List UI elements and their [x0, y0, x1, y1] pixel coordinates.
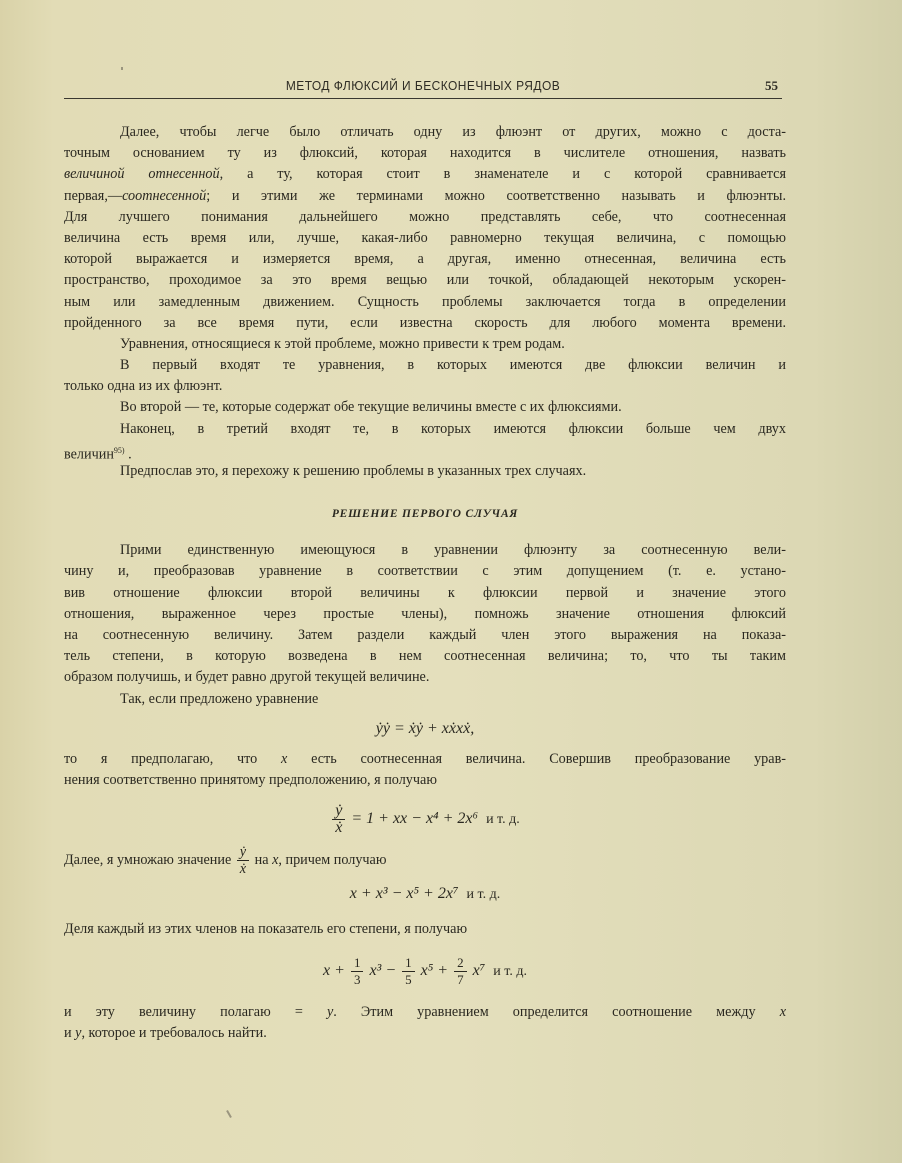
equation-2: $\frac{\text{ẏ}}{\text{ẋ}}$ = 1 + xx − x⁴ + 2x⁶ и т. д. — [64, 803, 786, 836]
term-italic: величиной отнесенной — [64, 166, 220, 183]
text-line: и y, которое и требовалось найти. — [64, 1024, 267, 1041]
math-var: y — [75, 1024, 82, 1041]
equation-4: x + $\frac{1}{3}$ x³ − $\frac{1}{5}$ x⁵ + $\frac{2}{7}$ x⁷ и т. д. — [323, 954, 527, 987]
fraction: $\frac{2}{7}$ — [454, 955, 467, 988]
text-line: величиной отнесенной, а ту, которая стоит в знаменателе и с которой сравнивается — [64, 166, 786, 183]
text-line: которой выражается и измеряется время, а другая, именно отнесенная, величина есть — [64, 251, 786, 268]
fraction: $\frac{\text{ẏ}}{\text{ẋ}}$ — [237, 844, 249, 877]
section-paragraph-5: Деля каждый из этих членов на показатель его степени, я получаю — [64, 921, 468, 938]
equation-1: ẏẏ = ẋẏ + xẋxẋ, — [375, 719, 475, 737]
text-line: образом получишь, и будет равно другой текущей величине. — [64, 669, 430, 686]
section-paragraph-4: Далее, я умножаю значение $\frac{\text{ẏ}}{\text{ẋ}}$ на x, причем получаю — [64, 844, 387, 878]
paper-speck — [121, 67, 123, 70]
equation-3: x + x³ − x⁵ + 2x⁷ и т. д. — [349, 885, 501, 903]
paragraph-6: Предпослав это, я перехожу к решению проблемы в указанных трех случаях. — [120, 463, 587, 479]
paragraph-5 — [64, 419, 786, 461]
footnote-ref[interactable]: 95) — [113, 445, 125, 455]
text-line: и эту величину полагаю = y. Этим уравнением определится соотношение между x — [64, 1003, 786, 1020]
math-var: x — [281, 750, 288, 767]
page-header — [64, 76, 782, 99]
text-line: отношения, выраженное через простые члены), помножь значение отношения флюксий — [64, 605, 786, 622]
math-var: y — [326, 1003, 334, 1020]
paper-speck — [226, 1110, 232, 1118]
section-heading: РЕШЕНИЕ ПЕРВОГО СЛУЧАЯ — [331, 508, 519, 521]
fraction: $\frac{\text{ẏ}}{\text{ẋ}}$ — [332, 803, 345, 836]
page-number: 55 — [765, 78, 778, 93]
text-line: Наконец, в третий входят те, в которых имеются флюксии больше чем двух — [120, 420, 786, 437]
text-line: Далее, чтобы легче было отличать одну из флюэнт от других, можно с доста- — [120, 124, 786, 140]
fraction: $\frac{1}{3}$ — [351, 955, 364, 988]
text-line: чину и, преобразовав уравнение в соответствии с этим допущением (т. е. устано- — [64, 563, 786, 580]
text-line: величин$^{95)}$ . — [64, 445, 132, 463]
paragraph-1 — [64, 122, 786, 334]
math-var: x — [272, 852, 279, 869]
section-paragraph-2: Так, если предложено уравнение — [120, 690, 319, 707]
section-paragraph-6 — [64, 1002, 786, 1044]
text-line: точным основанием ту из флюксий, которая находится в числителе отношения, назвать — [64, 145, 786, 162]
text-line: ным или замедленным движением. Сущность проблемы заключается тогда в определении — [64, 293, 786, 310]
text-line: Для лучшего понимания дальнейшего можно представлять себе, что соотнесенная — [64, 208, 786, 225]
fraction: $\frac{1}{5}$ — [402, 955, 415, 988]
text-line: только одна из их флюэнт. — [64, 378, 223, 395]
text-line: нения соответственно принятому предположению, я получаю — [64, 772, 437, 789]
text-line: то я предполагаю, что x есть соотнесенная величина. Совершив преобразование урав- — [64, 750, 786, 767]
section-paragraph-3 — [64, 749, 786, 791]
text-line: тель степени, в которую возведена в нем соотнесенная величина; то, что ты таким — [64, 648, 786, 665]
text-line: пройденного за все время пути, если известна скорость для любого момента времени. — [64, 314, 786, 331]
page-body — [64, 122, 786, 1044]
text-line: пространство, проходимое за это время вещью или точкой, обладающей некоторым ускорен- — [64, 272, 786, 289]
math-var: x — [779, 1003, 786, 1020]
text-line: вив отношение флюксии второй величины к флюксии первой и значение этого — [64, 584, 786, 601]
text-line: Прими единственную имеющуюся в уравнении флюэнту за соотнесенную вели- — [120, 542, 786, 559]
running-title: МЕТОД ФЛЮКСИЙ И БЕСКОНЕЧНЫХ РЯДОВ — [285, 78, 561, 93]
paragraph-3 — [64, 355, 786, 397]
text-line: В первый входят те уравнения, в которых имеются две флюксии величин и — [120, 357, 786, 374]
term-italic: соотнесенной — [122, 187, 207, 204]
text-line: на соотнесенную величину. Затем раздели каждый член этого выражения на показа- — [64, 626, 786, 643]
text-line: величина есть время или, лучше, какая-либо равномерно текущая величина, с помощью — [64, 229, 786, 246]
paragraph-4: Во второй — те, которые содержат обе текущие величины вместе с их флюксиями. — [120, 399, 622, 416]
text-line: первая,—соотнесенной; и этими же терминами можно соответственно называть и флюэнты. — [64, 187, 786, 204]
section-paragraph-1 — [64, 540, 786, 688]
paragraph-2: Уравнения, относящиеся к этой проблеме, можно привести к трем родам. — [120, 335, 565, 352]
